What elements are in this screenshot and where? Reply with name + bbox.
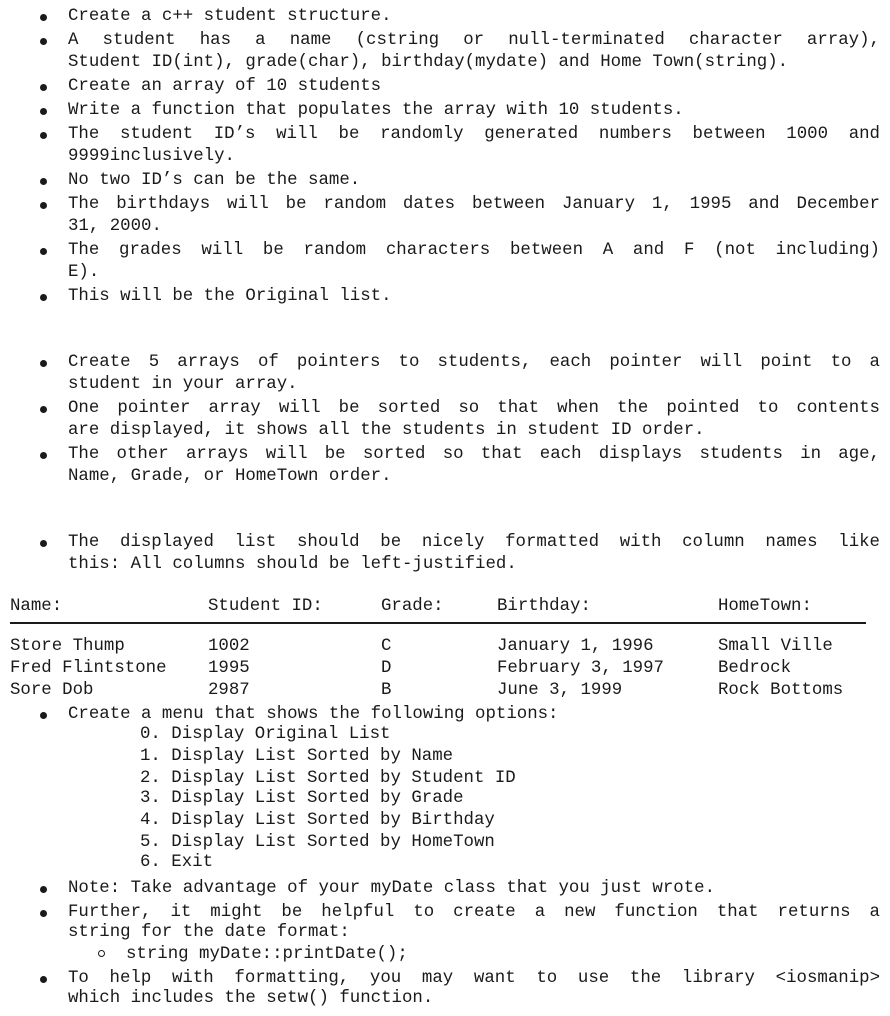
column-header: Name: xyxy=(10,597,63,616)
req-text: Name, Grade, or HomeTown order. xyxy=(68,467,392,486)
cell-name: Fred Flintstone xyxy=(10,659,167,678)
req-text: 9999inclusively. xyxy=(68,147,235,166)
req-text: Create a c++ student structure. xyxy=(68,7,392,26)
req-text: A student has a name (cstring or null-terminated character array), xyxy=(68,31,880,50)
cell-name: Store Thump xyxy=(10,637,125,656)
bullet-icon xyxy=(40,886,47,893)
req-text: The grades will be random characters between A and F (not including) xyxy=(68,241,880,260)
bullet-icon xyxy=(40,84,47,91)
menu-option: 3. Display List Sorted by Grade xyxy=(140,789,464,808)
cell-birthday: January 1, 1996 xyxy=(497,637,654,656)
cell-grade: B xyxy=(381,681,392,700)
menu-option: 4. Display List Sorted by Birthday xyxy=(140,811,495,830)
req-text: student in your array. xyxy=(68,375,298,394)
bullet-icon xyxy=(40,202,47,209)
req-text: Write a function that populates the array with 10 students. xyxy=(68,101,684,120)
bullet-icon xyxy=(40,452,47,459)
code-sample: string myDate::printDate(); xyxy=(126,945,408,964)
bullet-icon xyxy=(40,14,47,21)
cell-hometown: Rock Bottoms xyxy=(718,681,844,700)
req-text: this: All columns should be left-justified. xyxy=(68,555,517,574)
req-text: E). xyxy=(68,263,100,282)
bullet-icon xyxy=(40,976,47,983)
cell-hometown: Bedrock xyxy=(718,659,792,678)
column-header: Student ID: xyxy=(208,597,323,616)
menu-option: 0. Display Original List xyxy=(140,725,391,744)
req-text: The displayed list should be nicely formatted with column names like xyxy=(68,533,880,552)
bullet-icon xyxy=(40,406,47,413)
note-text: Further, it might be helpful to create a new function that returns a xyxy=(68,903,880,922)
circle-bullet-icon xyxy=(98,950,105,957)
req-text: Create an array of 10 students xyxy=(68,77,382,96)
menu-option: 5. Display List Sorted by HomeTown xyxy=(140,833,495,852)
cell-birthday: February 3, 1997 xyxy=(497,659,664,678)
note-text: which includes the setw() function. xyxy=(68,989,434,1008)
req-text: Create 5 arrays of pointers to students, each pointer will point to a xyxy=(68,353,880,372)
column-header: Birthday: xyxy=(497,597,591,616)
bullet-icon xyxy=(40,360,47,367)
req-text: The birthdays will be random dates between January 1, 1995 and December xyxy=(68,195,880,214)
note-text: string for the date format: xyxy=(68,923,350,942)
menu-intro: Create a menu that shows the following options: xyxy=(68,705,559,724)
req-text: This will be the Original list. xyxy=(68,287,392,306)
bullet-icon xyxy=(40,248,47,255)
req-text: The student ID’s will be randomly generated numbers between 1000 and xyxy=(68,125,880,144)
bullet-icon xyxy=(40,540,47,547)
header-divider xyxy=(10,622,866,624)
note-text: To help with formatting, you may want to use the library <iosmanip> xyxy=(68,969,880,988)
bullet-icon xyxy=(40,712,47,719)
note-text: Note: Take advantage of your myDate class that you just wrote. xyxy=(68,879,716,898)
cell-hometown: Small Ville xyxy=(718,637,833,656)
bullet-icon xyxy=(40,132,47,139)
cell-id: 2987 xyxy=(208,681,250,700)
req-text: No two ID’s can be the same. xyxy=(68,171,361,190)
req-text: One pointer array will be sorted so that when the pointed to contents xyxy=(68,399,880,418)
menu-option: 2. Display List Sorted by Student ID xyxy=(140,769,516,788)
req-text: are displayed, it shows all the students in student ID order. xyxy=(68,421,705,440)
req-text: 31, 2000. xyxy=(68,217,162,236)
cell-id: 1002 xyxy=(208,637,250,656)
column-header: HomeTown: xyxy=(718,597,812,616)
cell-birthday: June 3, 1999 xyxy=(497,681,623,700)
cell-name: Sore Dob xyxy=(10,681,94,700)
menu-option: 6. Exit xyxy=(140,853,214,872)
cell-grade: C xyxy=(381,637,392,656)
bullet-icon xyxy=(40,910,47,917)
column-header: Grade: xyxy=(381,597,444,616)
bullet-icon xyxy=(40,178,47,185)
bullet-icon xyxy=(40,294,47,301)
req-text: Student ID(int), grade(char), birthday(mydate) and Home Town(string). xyxy=(68,53,789,72)
req-text: The other arrays will be sorted so that each displays students in age, xyxy=(68,445,880,464)
cell-id: 1995 xyxy=(208,659,250,678)
cell-grade: D xyxy=(381,659,392,678)
menu-option: 1. Display List Sorted by Name xyxy=(140,747,454,766)
bullet-icon xyxy=(40,38,47,45)
bullet-icon xyxy=(40,108,47,115)
